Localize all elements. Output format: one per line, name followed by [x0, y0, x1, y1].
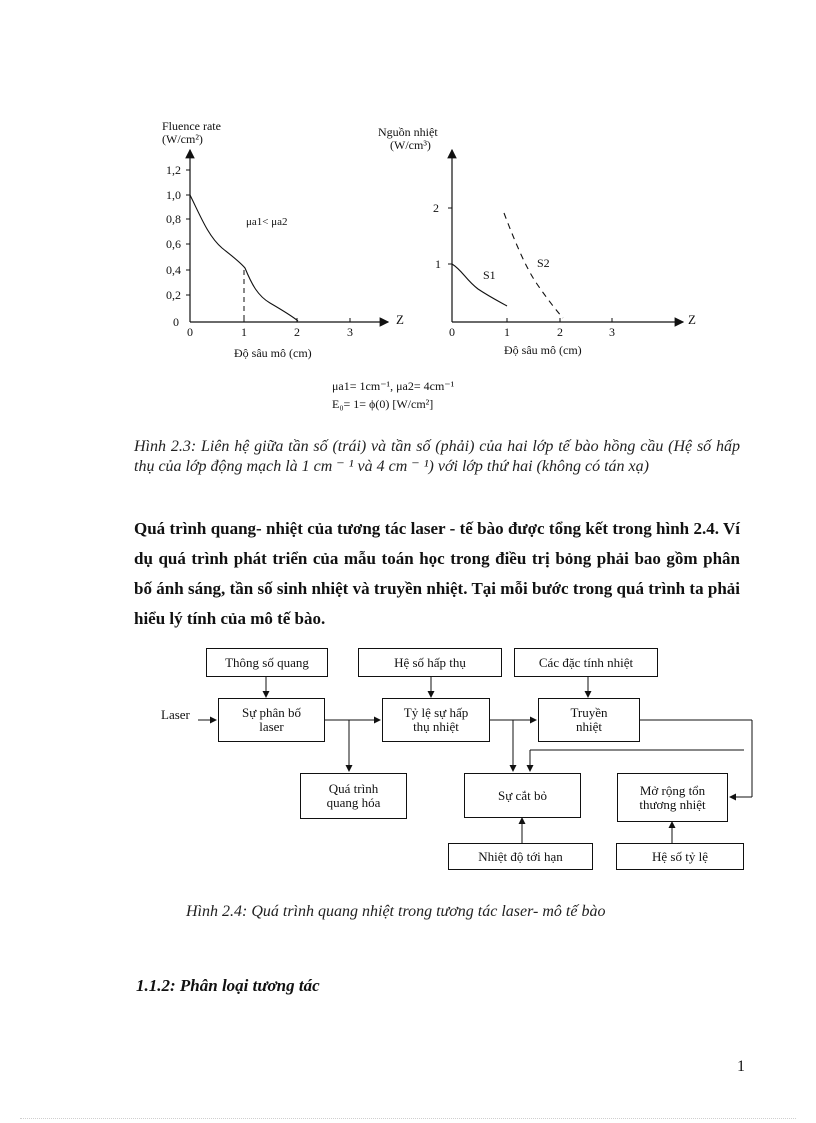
- left-xlabel: Độ sâu mô (cm): [234, 346, 312, 360]
- left-ylabel: Fluence rate (W/cm²): [162, 119, 221, 146]
- box-mo-rong-ton-thuong: Mở rộng tổn thương nhiệt: [617, 773, 728, 822]
- box-dac-tinh-nhiet: Các đặc tính nhiệt: [514, 648, 658, 677]
- left-axis-z: Z: [396, 312, 404, 327]
- box-he-so-ty-le: Hệ số tỷ lệ: [616, 843, 744, 870]
- right-xtick: 2: [557, 325, 563, 339]
- page-number: 1: [737, 1058, 745, 1075]
- formula-block: μa1= 1cm⁻¹, μa2= 4cm⁻¹ E₀= 1= ϕ(0) [W/cm²]: [332, 379, 455, 411]
- figure-2-3-caption: Hình 2.3: Liên hệ giữa tần số (trái) và tần số (phải) của hai lớp tế bào hồng cầu (Hệ số hấp thụ của lớp động mạch là 1 cm ⁻ ¹ và 4 cm ⁻ ¹) với lớp thứ hai (không có tán xạ): [134, 438, 740, 475]
- box-he-so-hap-thu: Hệ số hấp thụ: [358, 648, 502, 677]
- section-heading: 1.1.2: Phân loại tương tác: [136, 976, 320, 995]
- left-ytick: 0: [173, 315, 179, 329]
- box-nhiet-do-toi-han: Nhiệt độ tới hạn: [448, 843, 593, 870]
- right-xtick: 3: [609, 325, 615, 339]
- body-paragraph: Quá trình quang- nhiệt của tương tác laser - tế bào được tổng kết trong hình 2.4. Ví dụ quá trình phát triển của mẫu toán học trong điều trị bỏng phải bao gồm phân bố ánh sáng, tần số sinh nhiệt và truyền nhiệt. Tại mỗi bước trong quá trình ta phải hiểu lý tính của mô tế bào.: [134, 519, 740, 628]
- right-ytick: 2: [433, 201, 439, 215]
- s2-label: S2: [537, 256, 550, 270]
- left-ytick: 0,2: [166, 288, 181, 302]
- right-xtick: 1: [504, 325, 510, 339]
- left-ytick: 0,4: [166, 263, 181, 277]
- footer-divider: [20, 1118, 796, 1119]
- box-su-cat-bo: Sự cắt bỏ: [464, 773, 581, 818]
- left-annotation: μa1< μa2: [246, 216, 288, 228]
- right-xlabel: Độ sâu mô (cm): [504, 343, 582, 357]
- right-xtick: 0: [449, 325, 455, 339]
- box-quang-hoa: Quá trình quang hóa: [300, 773, 407, 819]
- box-su-phan-bo-laser: Sự phân bố laser: [218, 698, 325, 742]
- left-ytick: 0,8: [166, 212, 181, 226]
- box-thong-so-quang: Thông số quang: [206, 648, 328, 677]
- right-ytick: 1: [435, 257, 441, 271]
- left-ytick: 1,2: [166, 163, 181, 177]
- left-ytick: 1,0: [166, 188, 181, 202]
- right-axis-z: Z: [688, 312, 696, 327]
- box-ty-le-hap-thu: Tỷ lệ sự hấp thụ nhiệt: [382, 698, 490, 742]
- left-xtick: 0: [187, 325, 193, 339]
- s1-label: S1: [483, 268, 496, 282]
- left-xtick: 2: [294, 325, 300, 339]
- box-truyen-nhiet: Truyền nhiệt: [538, 698, 640, 742]
- left-ytick: 0,6: [166, 237, 181, 251]
- left-xtick: 3: [347, 325, 353, 339]
- right-ylabel: Nguồn nhiệt (W/cm³): [378, 125, 438, 152]
- laser-label: Laser: [161, 707, 190, 722]
- figure-2-4-caption: Hình 2.4: Quá trình quang nhiệt trong tương tác laser- mô tế bào: [186, 903, 606, 920]
- left-xtick: 1: [241, 325, 247, 339]
